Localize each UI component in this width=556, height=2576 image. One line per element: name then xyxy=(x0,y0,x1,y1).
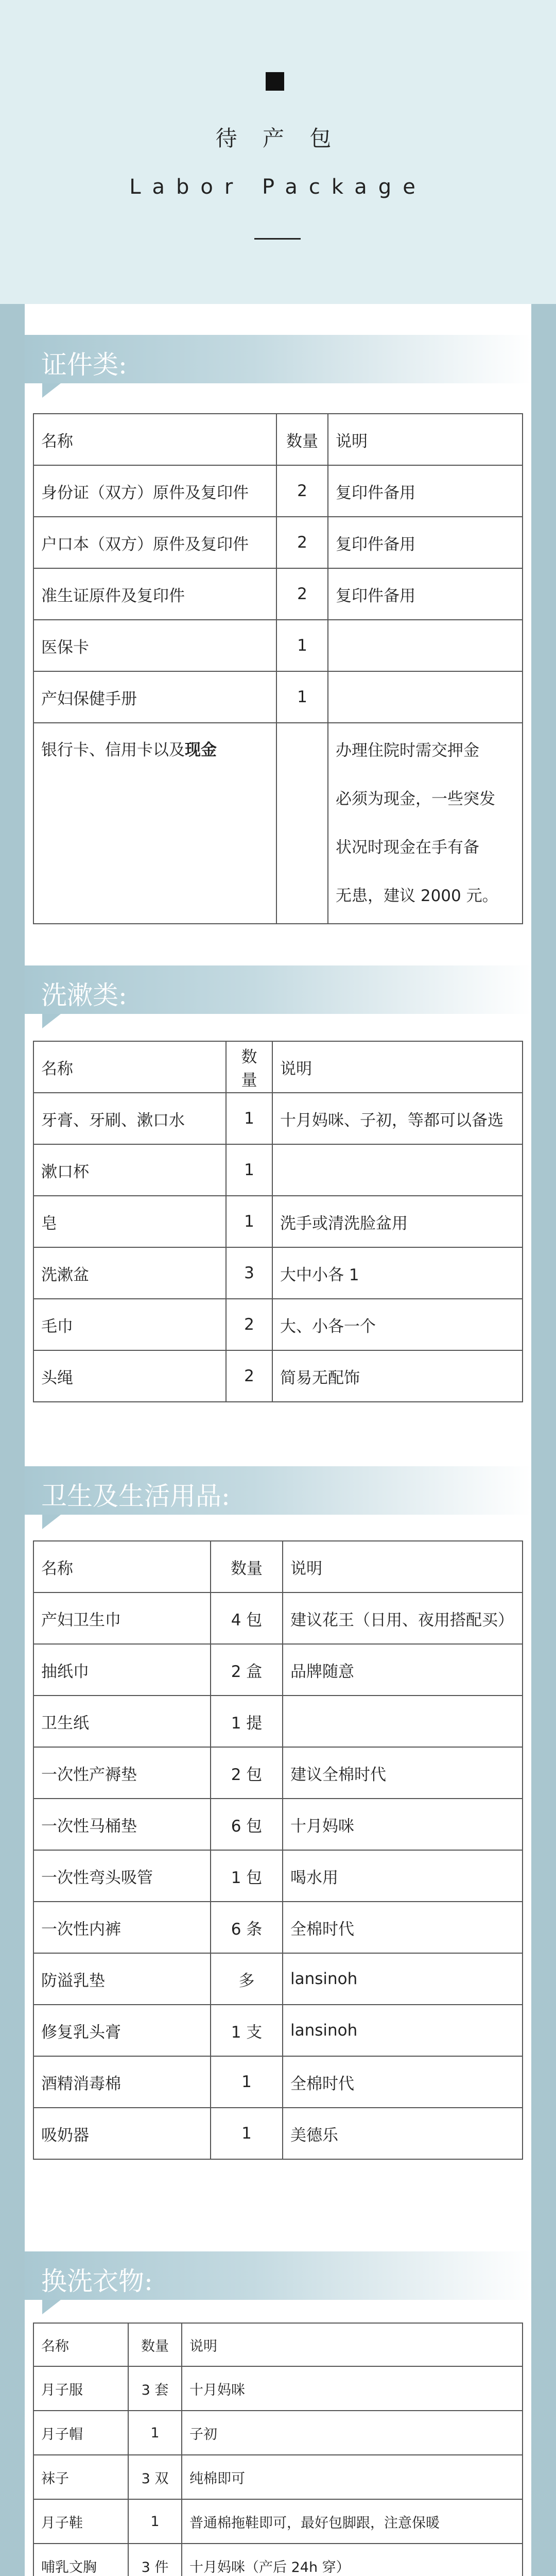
column-header: 名称 xyxy=(33,2323,128,2366)
cell-qty: 1 支 xyxy=(211,2005,283,2056)
column-header: 数量 xyxy=(128,2323,182,2366)
section-banner-toiletries xyxy=(25,965,531,1014)
table-row xyxy=(33,2411,523,2455)
banner-tail-icon xyxy=(42,1515,61,1529)
cell-name: 袜子 xyxy=(33,2455,128,2499)
title-divider xyxy=(254,238,301,240)
section-title: 卫生及生活用品: xyxy=(41,1481,230,1511)
column-header: 数量 xyxy=(226,1041,272,1093)
note-line: 办理住院时需交押金 xyxy=(336,741,479,760)
cell-note: 复印件备用 xyxy=(328,517,523,568)
cell-qty: 2 xyxy=(276,465,328,517)
table-row xyxy=(33,1247,523,1299)
cell-qty: 3 双 xyxy=(128,2455,182,2499)
cell-note: 品牌随意 xyxy=(283,1644,523,1696)
cell-note: 十月妈咪 xyxy=(182,2366,523,2411)
cell-qty: 1 xyxy=(128,2411,182,2455)
cell-qty: 1 提 xyxy=(211,1696,283,1747)
cell-qty: 3 xyxy=(226,1247,272,1299)
cell-name: 身份证（双方）原件及复印件 xyxy=(33,465,276,517)
cell-qty: 1 xyxy=(128,2499,182,2544)
cell-name xyxy=(33,723,276,924)
section-banner-documents xyxy=(25,335,531,383)
table-header-row xyxy=(33,2323,523,2366)
table-row xyxy=(33,1093,523,1144)
cell-qty: 1 xyxy=(226,1144,272,1196)
table-row xyxy=(33,465,523,517)
cell-note: 建议全棉时代 xyxy=(283,1747,523,1799)
cell-qty xyxy=(276,723,328,924)
cell-name: 毛巾 xyxy=(33,1299,226,1350)
square-mark-icon xyxy=(266,72,284,91)
cell-name: 月子帽 xyxy=(33,2411,128,2455)
cell-qty: 2 xyxy=(276,568,328,620)
hygiene-table xyxy=(33,1540,523,2160)
cell-name: 产妇保健手册 xyxy=(33,671,276,723)
table-row xyxy=(33,1747,523,1799)
documents-table xyxy=(33,413,523,924)
cell-note xyxy=(328,620,523,671)
cell-name: 一次性产褥垫 xyxy=(33,1747,211,1799)
column-header: 名称 xyxy=(33,1041,226,1093)
cell-note: lansinoh xyxy=(283,2005,523,2056)
cell-note: 纯棉即可 xyxy=(182,2455,523,2499)
cell-name: 头绳 xyxy=(33,1350,226,1402)
cell-note: 复印件备用 xyxy=(328,568,523,620)
cell-note: lansinoh xyxy=(283,1953,523,2005)
cell-name: 修复乳头膏 xyxy=(33,2005,211,2056)
cell-qty: 1 xyxy=(211,2056,283,2108)
cell-qty: 1 xyxy=(211,2108,283,2159)
table-row xyxy=(33,671,523,723)
cell-qty: 1 xyxy=(226,1093,272,1144)
cell-name: 一次性内裤 xyxy=(33,1902,211,1953)
cell-qty: 2 xyxy=(226,1350,272,1402)
cell-name: 洗漱盆 xyxy=(33,1247,226,1299)
table-row xyxy=(33,1902,523,1953)
column-header: 说明 xyxy=(328,414,523,465)
cell-name: 抽纸巾 xyxy=(33,1644,211,1696)
cell-note: 复印件备用 xyxy=(328,465,523,517)
banner-tail-icon xyxy=(42,1014,61,1028)
cell-note xyxy=(328,723,523,924)
cell-note: 建议花王（日用、夜用搭配买） xyxy=(283,1592,523,1644)
table-row xyxy=(33,2455,523,2499)
bank-name-text: 银行卡、信用卡以及 xyxy=(41,741,185,759)
section-banner-clothing xyxy=(25,2251,531,2300)
cell-note: 全棉时代 xyxy=(283,1902,523,1953)
cell-qty: 6 条 xyxy=(211,1902,283,1953)
cell-note: 简易无配饰 xyxy=(272,1350,523,1402)
cell-name: 准生证原件及复印件 xyxy=(33,568,276,620)
cell-qty: 1 xyxy=(276,671,328,723)
note-line: 无患，建议 2000 元。 xyxy=(336,887,498,905)
cell-qty: 3 件 xyxy=(128,2544,182,2576)
cell-note: 十月妈咪、子初，等都可以备选 xyxy=(272,1093,523,1144)
bank-name-bold: 现金 xyxy=(185,741,217,759)
table-row xyxy=(33,2499,523,2544)
cell-note: 全棉时代 xyxy=(283,2056,523,2108)
section-title: 洗漱类: xyxy=(41,980,127,1010)
cell-name: 防溢乳垫 xyxy=(33,1953,211,2005)
column-header: 名称 xyxy=(33,1541,211,1592)
cell-name: 一次性弯头吸管 xyxy=(33,1850,211,1902)
cell-qty: 4 包 xyxy=(211,1592,283,1644)
cell-name: 哺乳文胸 xyxy=(33,2544,128,2576)
table-row xyxy=(33,2366,523,2411)
table-row xyxy=(33,1644,523,1696)
table-row xyxy=(33,1299,523,1350)
cell-name: 户口本（双方）原件及复印件 xyxy=(33,517,276,568)
cell-qty: 3 套 xyxy=(128,2366,182,2411)
table-row xyxy=(33,620,523,671)
table-row xyxy=(33,568,523,620)
cell-name: 月子服 xyxy=(33,2366,128,2411)
cell-qty: 2 xyxy=(226,1299,272,1350)
cell-qty: 2 包 xyxy=(211,1747,283,1799)
cell-note: 十月妈咪（产后 24h 穿） xyxy=(182,2544,523,2576)
clothing-table xyxy=(33,2323,523,2576)
table-row xyxy=(33,1850,523,1902)
table-row xyxy=(33,2544,523,2576)
banner-tail-icon xyxy=(42,2300,61,2314)
cell-name: 酒精消毒棉 xyxy=(33,2056,211,2108)
cell-qty: 多 xyxy=(211,1953,283,2005)
table-row xyxy=(33,2005,523,2056)
table-header-row xyxy=(33,414,523,465)
cell-name: 皂 xyxy=(33,1196,226,1247)
table-row-bank xyxy=(33,723,523,924)
cell-name: 产妇卫生巾 xyxy=(33,1592,211,1644)
cell-note xyxy=(283,1696,523,1747)
cell-note: 子初 xyxy=(182,2411,523,2455)
cell-note: 普通棉拖鞋即可，最好包脚跟，注意保暖 xyxy=(182,2499,523,2544)
table-row xyxy=(33,1953,523,2005)
column-header: 说明 xyxy=(272,1041,523,1093)
table-row xyxy=(33,2108,523,2159)
table-row xyxy=(33,2056,523,2108)
cell-note xyxy=(328,671,523,723)
cell-qty: 1 xyxy=(276,620,328,671)
table-row xyxy=(33,517,523,568)
cell-name: 漱口杯 xyxy=(33,1144,226,1196)
column-header: 数量 xyxy=(211,1541,283,1592)
section-title: 证件类: xyxy=(41,350,127,380)
section-title: 换洗衣物: xyxy=(41,2266,153,2296)
column-header: 说明 xyxy=(182,2323,523,2366)
page-subtitle: Labor Package xyxy=(129,175,427,199)
cell-name: 医保卡 xyxy=(33,620,276,671)
note-line: 必须为现金，一些突发 xyxy=(336,790,495,808)
cell-note: 喝水用 xyxy=(283,1850,523,1902)
cell-note: 大中小各 1 xyxy=(272,1247,523,1299)
table-row xyxy=(33,1144,523,1196)
table-header-row xyxy=(33,1541,523,1592)
cell-note: 十月妈咪 xyxy=(283,1799,523,1850)
cell-note xyxy=(272,1144,523,1196)
table-header-row xyxy=(33,1041,523,1093)
cell-name: 月子鞋 xyxy=(33,2499,128,2544)
content-card xyxy=(25,304,531,2576)
cell-qty: 2 盒 xyxy=(211,1644,283,1696)
cell-qty: 6 包 xyxy=(211,1799,283,1850)
cell-name: 卫生纸 xyxy=(33,1696,211,1747)
table-row xyxy=(33,1350,523,1402)
table-row xyxy=(33,1799,523,1850)
cell-qty: 1 包 xyxy=(211,1850,283,1902)
cell-note: 美德乐 xyxy=(283,2108,523,2159)
cell-note: 大、小各一个 xyxy=(272,1299,523,1350)
note-line: 状况时现金在手有备 xyxy=(336,838,479,857)
section-banner-hygiene xyxy=(25,1466,531,1515)
cell-note: 洗手或清洗脸盆用 xyxy=(272,1196,523,1247)
column-header: 说明 xyxy=(283,1541,523,1592)
table-row xyxy=(33,1696,523,1747)
cell-qty: 2 xyxy=(276,517,328,568)
toiletries-table xyxy=(33,1041,523,1402)
table-row xyxy=(33,1196,523,1247)
column-header: 数量 xyxy=(276,414,328,465)
table-row xyxy=(33,1592,523,1644)
banner-tail-icon xyxy=(42,383,61,398)
page-title: 待 产 包 xyxy=(215,126,341,151)
cell-qty: 1 xyxy=(226,1196,272,1247)
cell-name: 吸奶器 xyxy=(33,2108,211,2159)
cell-name: 牙膏、牙刷、漱口水 xyxy=(33,1093,226,1144)
column-header: 名称 xyxy=(33,414,276,465)
header xyxy=(0,0,556,304)
cell-name: 一次性马桶垫 xyxy=(33,1799,211,1850)
